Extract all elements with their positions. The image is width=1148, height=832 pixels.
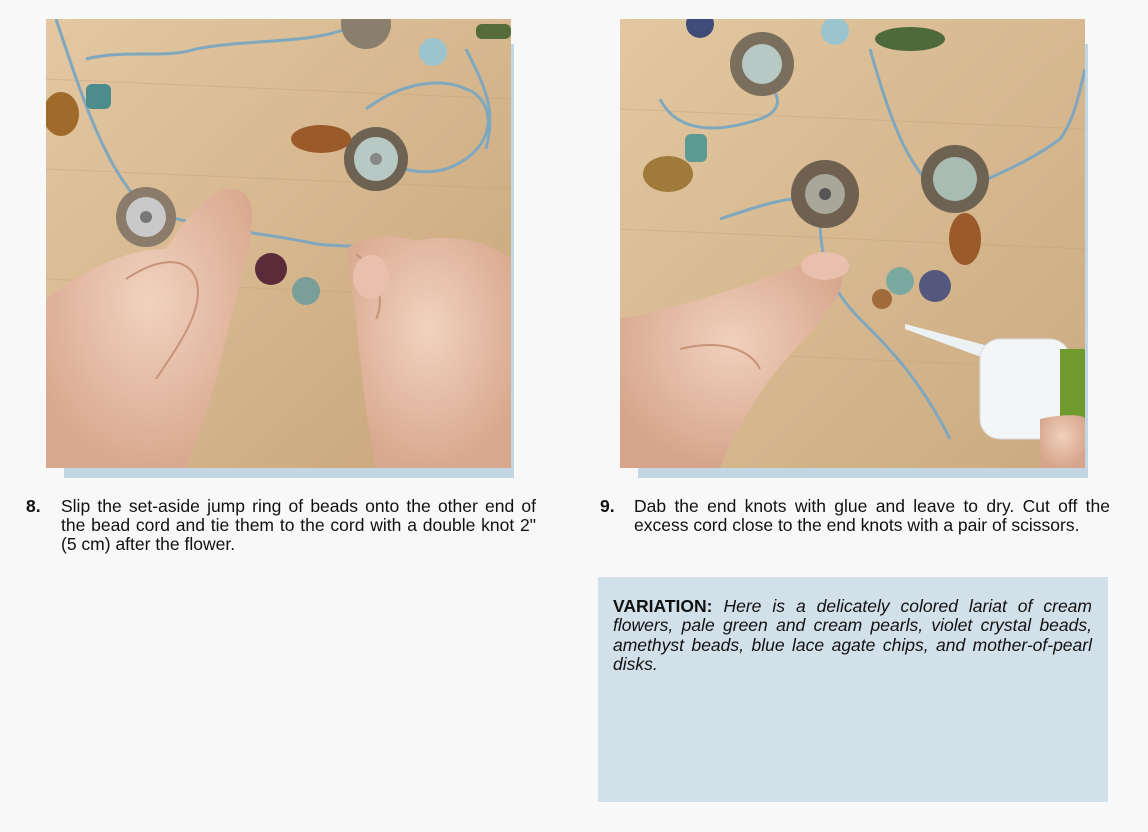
step-9 bbox=[600, 497, 1110, 535]
photo-image bbox=[46, 19, 511, 468]
step-9-illustration bbox=[620, 19, 1085, 468]
step-8-illustration bbox=[46, 19, 511, 468]
step-number: 8. bbox=[26, 496, 41, 516]
step-8 bbox=[26, 497, 536, 554]
variation-box bbox=[598, 577, 1108, 802]
step-text: Slip the set-aside jump ring of beads onto the other end of the bead cord and tie them to the cord with a double knot 2" (5 cm) after the flower. bbox=[61, 496, 536, 554]
variation-text: Here is a delicately colored lariat of cream flowers, pale green and cream pearls, violet crystal beads, amethyst beads, blue lace agate chips, and mother-of-pearl disks. bbox=[613, 596, 1092, 674]
photo-image bbox=[620, 19, 1085, 468]
variation-label: VARIATION: bbox=[613, 596, 713, 616]
step-number: 9. bbox=[600, 496, 615, 516]
step-text: Dab the end knots with glue and leave to dry. Cut off the excess cord close to the end knots with a pair of scissors. bbox=[634, 496, 1110, 535]
